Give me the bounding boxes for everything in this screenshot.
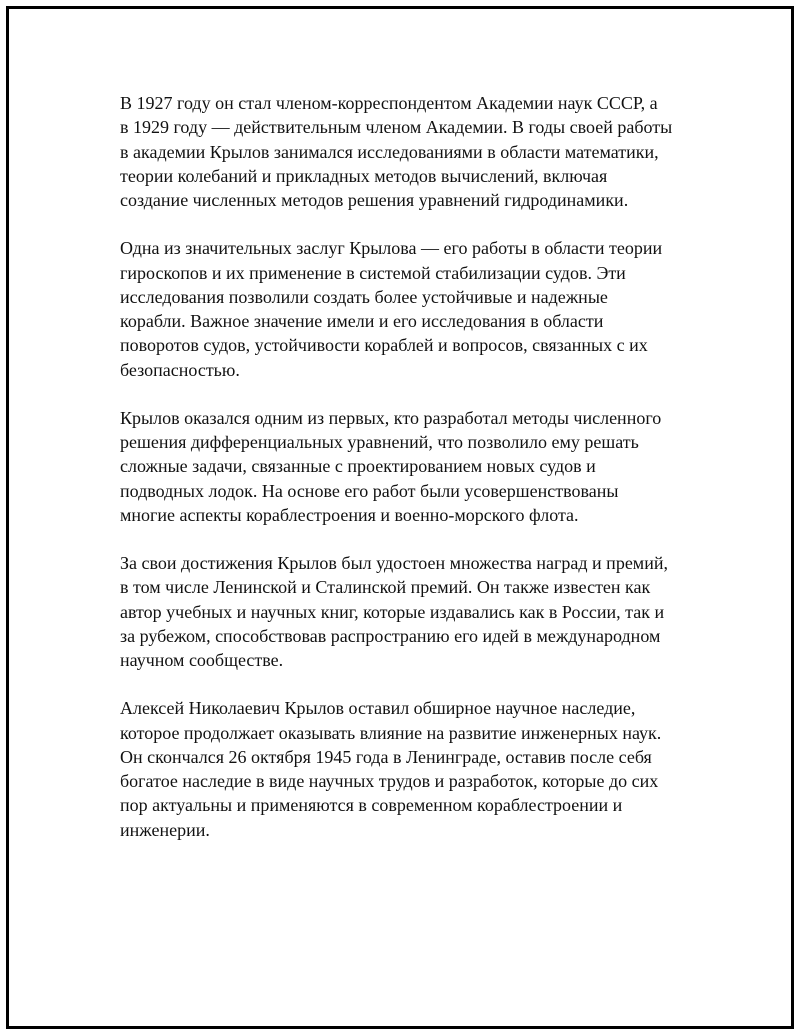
text-line: корабли. Важное значение имели и его исследования в области <box>120 311 604 331</box>
text-line: в 1929 году — действительным членом Академии. В годы своей работы <box>120 117 673 138</box>
text-line: которое продолжает оказывать влияние на развитие инженерных наук. <box>120 722 662 743</box>
text-line: Он скончался 26 октября 1945 года в Ленинграде, оставив после себя <box>120 746 652 767</box>
paragraph-academy-membership <box>120 91 710 212</box>
text-line: За свои достижения Крылов был удостоен множества наград и премий, <box>120 553 668 573</box>
text-line: подводных лодок. На основе его работ были усовершенствованы <box>120 480 619 501</box>
paragraph-legacy <box>120 696 710 842</box>
text-line: поворотов судов, устойчивости кораблей и вопросов, связанных с их <box>120 335 648 356</box>
text-line: В 1927 году он стал членом-корреспондентом Академии наук СССР, а <box>120 93 658 113</box>
text-line: богатое наследие в виде научных трудов и разработок, которые до сих <box>120 771 659 791</box>
text-line: пор актуальны и применяются в современном кораблестроении и <box>120 795 623 816</box>
text-line: в том числе Ленинской и Сталинской премий. Он также известен как <box>120 577 651 598</box>
text-line: исследования позволили создать более устойчивые и надежные <box>120 286 608 307</box>
paragraph-numerical-methods <box>120 406 710 527</box>
text-line: создание численных методов решения уравнений гидродинамики. <box>120 190 629 210</box>
document-body <box>120 91 710 866</box>
text-line: многие аспекты кораблестроения и военно-морского флота. <box>120 504 579 525</box>
text-line: за рубежом, способствовав распространию его идей в международном <box>120 625 661 646</box>
paragraph-gyroscope-work <box>120 236 710 382</box>
text-line: сложные задачи, связанные с проектированием новых судов и <box>120 456 596 477</box>
text-line: гироскопов и их применение в системой стабилизации судов. Эти <box>120 262 626 283</box>
text-line: безопасностью. <box>120 359 240 380</box>
text-line: Одна из значительных заслуг Крылова — его работы в области теории <box>120 238 663 259</box>
text-line: теории колебаний и прикладных методов вычислений, включая <box>120 165 608 186</box>
text-line: Крылов оказался одним из первых, кто разработал методы численного <box>120 407 662 428</box>
text-line: инженерии. <box>120 819 210 840</box>
text-line: научном сообществе. <box>120 650 284 670</box>
text-line: автор учебных и научных книг, которые издавались как в России, так и <box>120 601 665 622</box>
text-line: решения дифференциальных уравнений, что позволило ему решать <box>120 432 639 452</box>
text-line: Алексей Николаевич Крылов оставил обширное научное наследие, <box>120 698 636 719</box>
text-line: в академии Крылов занимался исследованиями в области математики, <box>120 141 659 162</box>
page-frame <box>6 6 794 1029</box>
paragraph-awards <box>120 551 710 672</box>
